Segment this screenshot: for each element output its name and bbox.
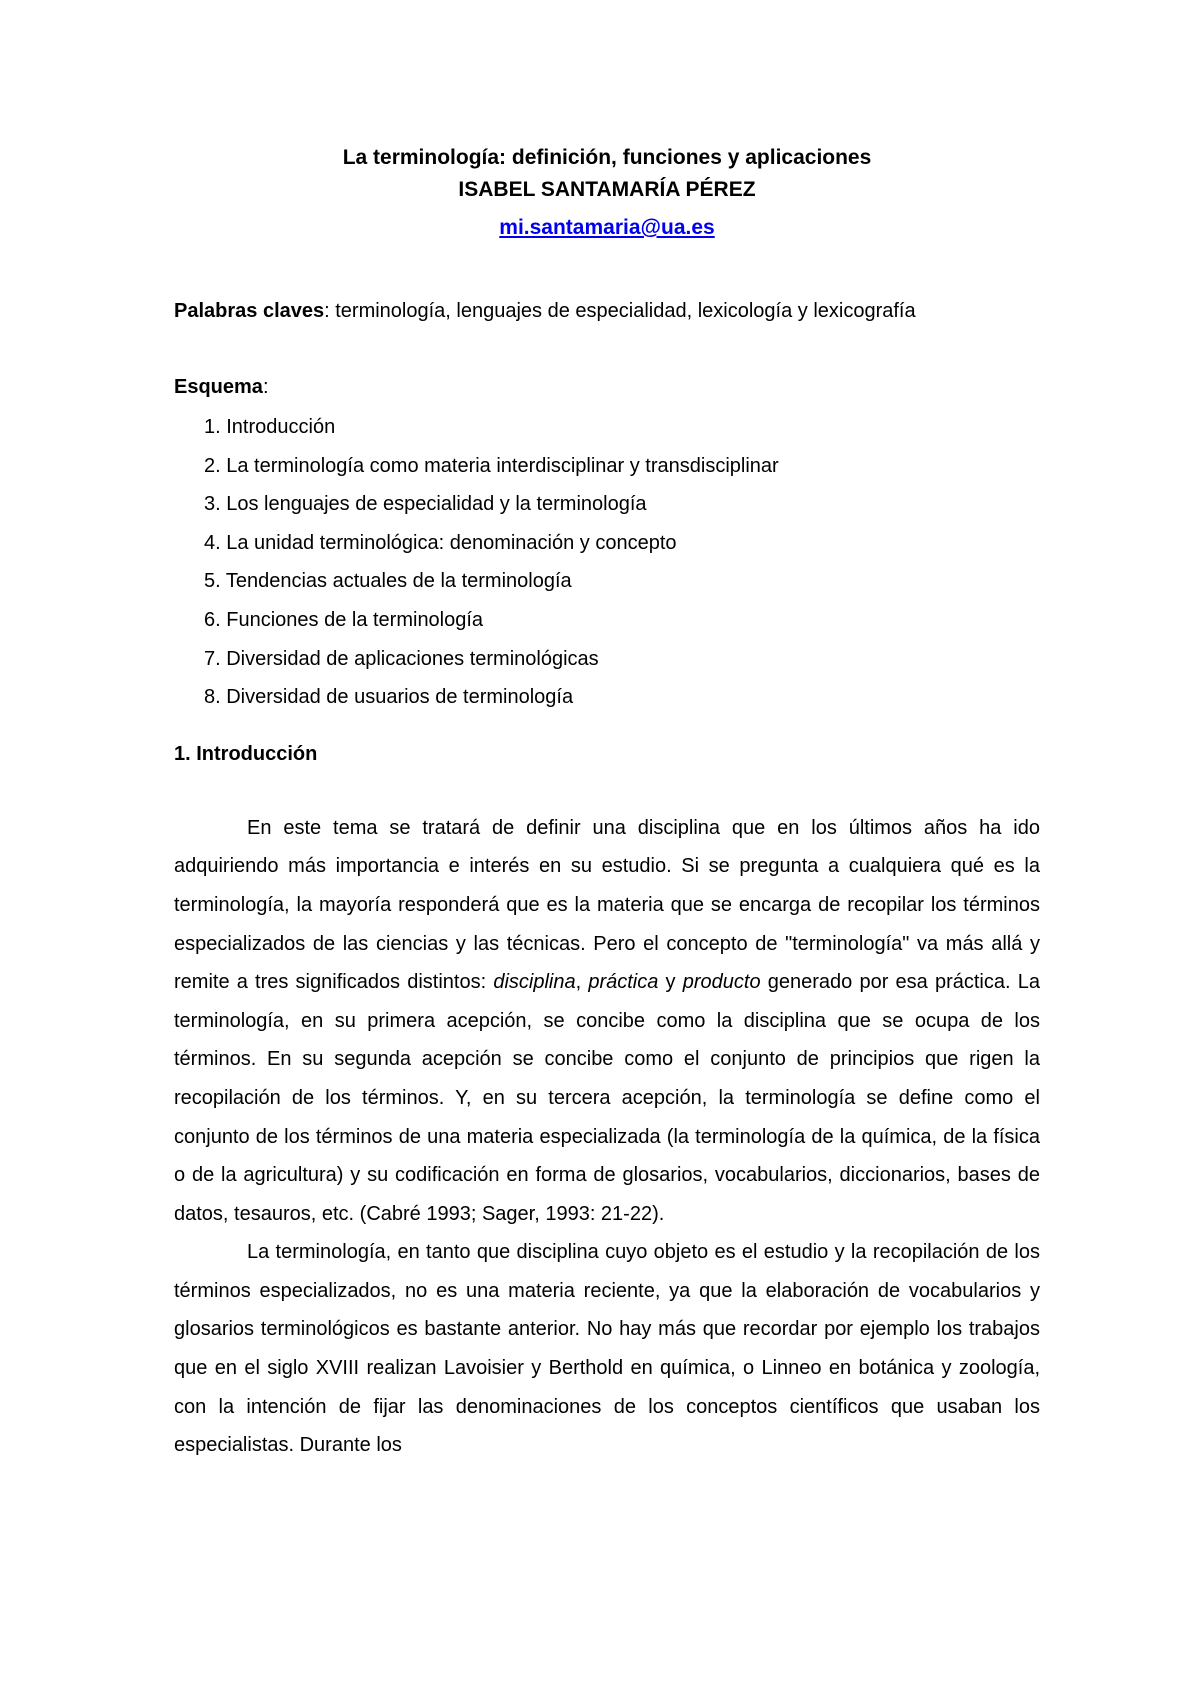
scheme-item: 4. La unidad terminológica: denominación y concepto [204,531,677,554]
section-heading: 1. Introducción [174,742,318,765]
paragraph-text: En este tema se tratará de definir una disciplina que en los últimos años ha ido adquiriendo más importancia e interés en su estudio. Si se pregunta a cualquiera qué es la terminología, la mayoría responderá que es la materia que se encarga de recopilar los términos especializados de las ciencias y las técnicas. Pero el concepto de "terminología" va más allá y remite a tres significados distintos: [174,816,1040,994]
document-content [174,142,1040,1465]
italic-term: producto [682,971,761,994]
scheme-item: 6. Funciones de la terminología [204,608,484,631]
scheme-item: 8. Diversidad de usuarios de terminología [204,686,574,709]
italic-term: disciplina [493,971,576,994]
scheme-item: 5. Tendencias actuales de la terminología [204,570,572,593]
keywords-text: : terminología, lenguajes de especialidad, lexicología y lexicografía [324,300,916,322]
scheme-item: 2. La terminología como materia interdisciplinar y transdisciplinar [204,454,779,477]
paragraph-text: , [575,971,589,994]
author-email-link[interactable]: mi.santamaria@ua.es [499,216,715,239]
scheme-suffix: : [262,376,269,398]
document-title: La terminología: definición, funciones y aplicaciones [342,146,872,169]
body-paragraph: La terminología, en tanto que disciplina cuyo objeto es el estudio y la recopilación de los términos especializados, no es una materia reciente, ya que la elaboración de vocabularios y glosarios terminológicos es bastante anterior. No hay más que recordar por ejemplo los trabajos que en el siglo XVIII realizan Lavoisier y Berthold en química, o Linneo en botánica y zoología, con la intención de fijar las denominaciones de los conceptos científicos que usaban los especialistas. Durante los [174,1241,1040,1457]
scheme-label: Esquema [174,376,263,398]
email-line [174,212,1040,244]
scheme-item: 3. Los lenguajes de especialidad y la terminología [204,493,647,516]
scheme-heading [174,372,1040,402]
keywords-label: Palabras claves [174,300,325,322]
paragraph-text: generado por esa práctica. La terminología, en su primera acepción, se concibe como la disciplina que se ocupa de los términos. En su segunda acepción se concibe como el conjunto de principios que rigen la recopilación de los términos. Y, en su tercera acepción, la terminología se define como el conjunto de los términos de una materia especializada (la terminología de la química, de la física o de la agricultura) y su codificación en forma de glosarios, vocabularios, diccionarios, bases de datos, tesauros, etc. (Cabré 1993; Sager, 1993: 21-22). [174,971,1040,1225]
scheme-item: 7. Diversidad de aplicaciones terminológicas [204,647,599,670]
paragraph-text: y [658,971,683,994]
keywords-line [174,296,1040,326]
scheme-item: 1. Introducción [204,416,336,438]
italic-term: práctica [588,971,659,994]
author-name: ISABEL SANTAMARÍA PÉREZ [458,178,756,201]
body-paragraph [174,809,1040,1234]
scheme-list [174,408,1040,717]
